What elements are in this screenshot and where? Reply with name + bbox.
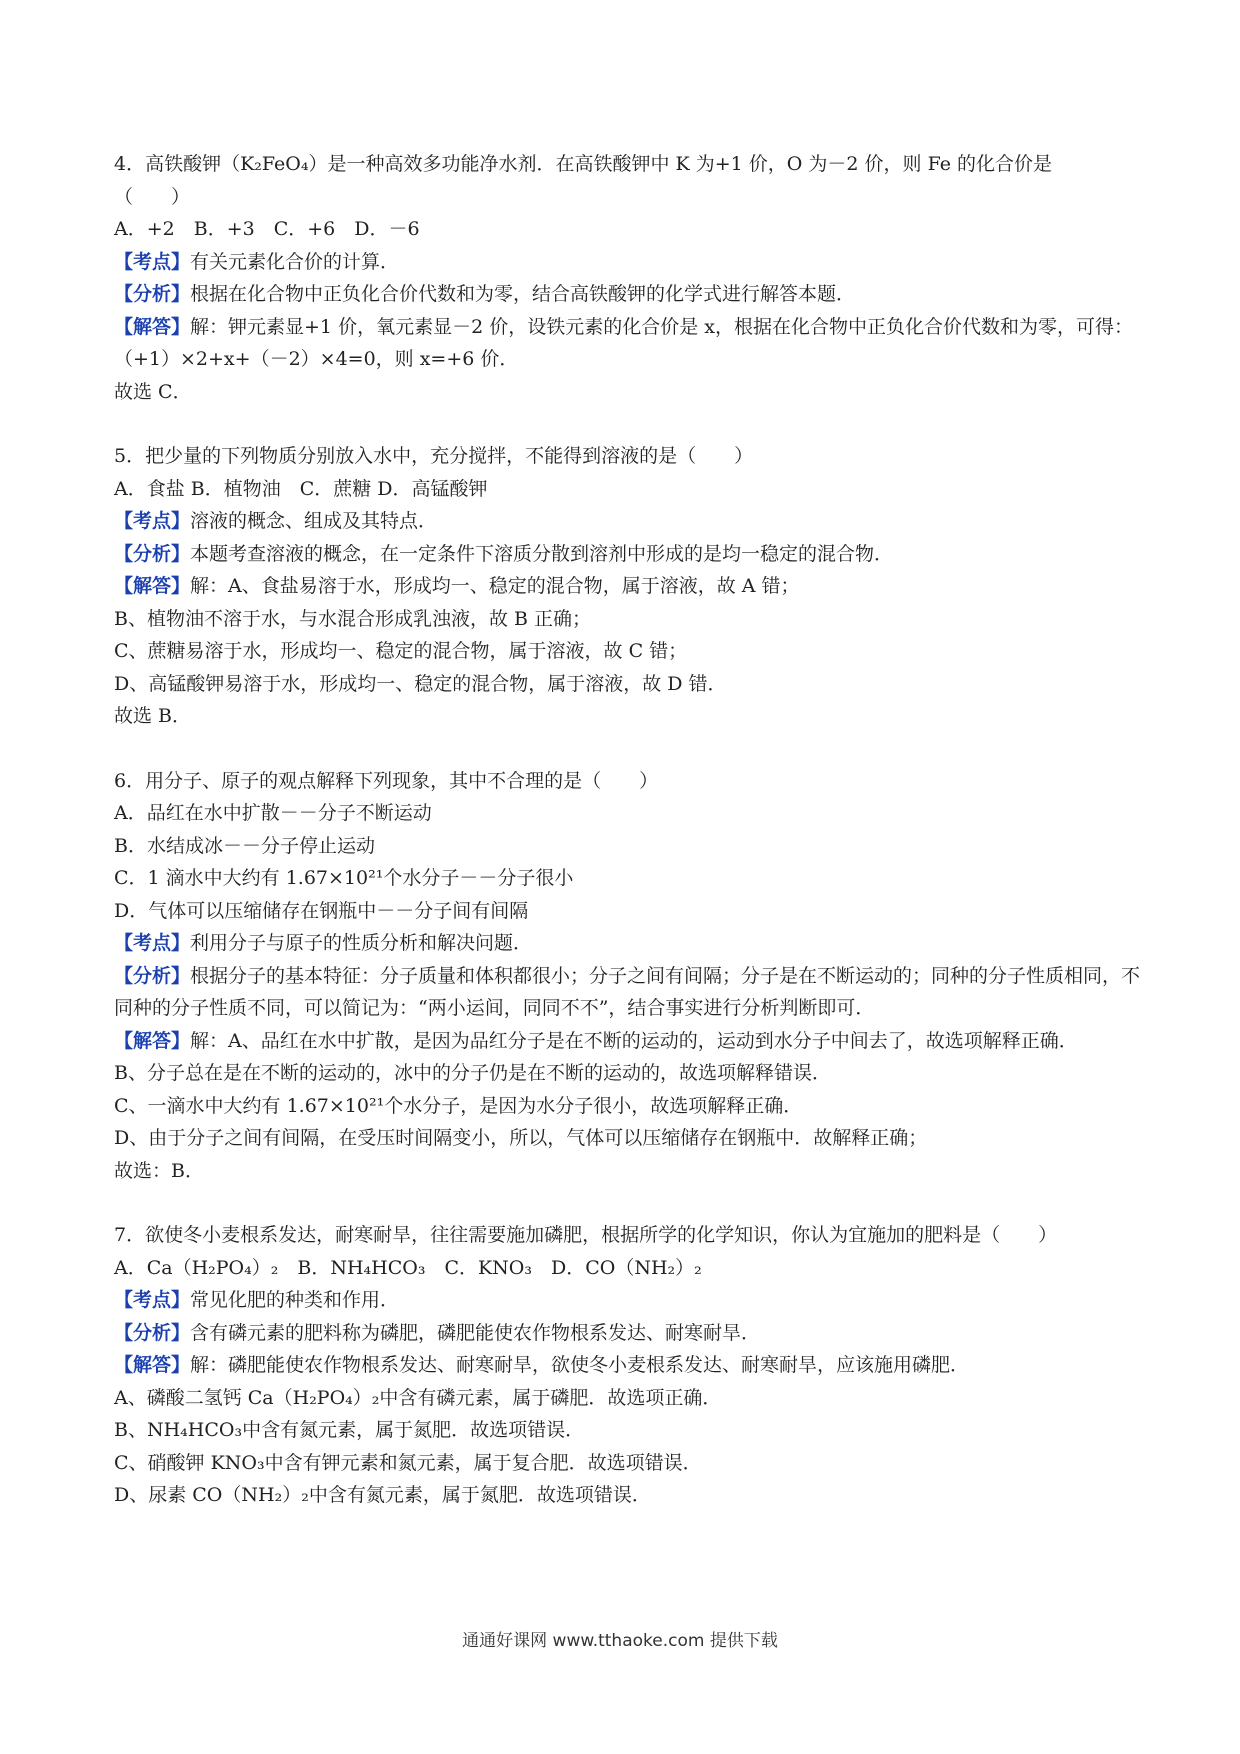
detail-b: B、NH₄HCO₃中含有氮元素，属于氮肥．故选项错误．: [114, 1419, 585, 1441]
question-stem: 6．用分子、原子的观点解释下列现象，其中不合理的是（ ）: [114, 769, 659, 792]
fenxi-text: 根据在化合物中正负化合价代数和为零，结合高铁酸钾的化学式进行解答本题．: [190, 283, 856, 305]
conclusion: 故选：B．: [114, 1159, 204, 1182]
kaodian-tag: 【考点】: [114, 1289, 191, 1311]
kaodian-text: 溶液的概念、组成及其特点．: [190, 510, 438, 532]
detail-d: D、由于分子之间有间隔，在受压时间隔变小，所以，气体可以压缩储存在钢瓶中．故解释正确；: [114, 1127, 928, 1149]
question-6: [114, 765, 1144, 1188]
jieda-text: 解：A、品红在水中扩散，是因为品红分子是在不断的运动的，运动到水分子中间去了，故选项解释正确．: [190, 1029, 1078, 1052]
fenxi-text: 含有磷元素的肥料称为磷肥，磷肥能使农作物根系发达、耐寒耐旱．: [190, 1321, 761, 1344]
question-stem-blank: （ ）: [114, 185, 191, 208]
detail-c: C、蔗糖易溶于水，形成均一、稳定的混合物，属于溶液，故 C 错；: [114, 640, 688, 662]
document-body: [114, 148, 1144, 1512]
jieda-tag: 【解答】: [114, 575, 191, 597]
jieda-tag: 【解答】: [114, 1029, 191, 1052]
jieda-line: [114, 1025, 1144, 1058]
kaodian-line: [114, 927, 1144, 960]
fenxi-tag: 【分析】: [114, 283, 191, 305]
kaodian-tag: 【考点】: [114, 932, 191, 954]
fenxi-text: 本题考查溶液的概念，在一定条件下溶质分散到溶剂中形成的是均一稳定的混合物．: [190, 542, 894, 565]
conclusion: 故选 C．: [114, 380, 192, 403]
detail-c: C、硝酸钾 KNO₃中含有钾元素和氮元素，属于复合肥．故选项错误．: [114, 1451, 702, 1474]
fenxi-text: 根据分子的基本特征：分子质量和体积都很小；分子之间有间隔；分子是在不断运动的；同种的分子性质相同，不同种的分子性质不同，可以简记为：“两小运间，同同不不”，结合事实进行分析判断即可．: [114, 964, 1141, 1019]
fenxi-line: [114, 278, 1144, 311]
kaodian-line: [114, 246, 1144, 279]
kaodian-tag: 【考点】: [114, 250, 191, 273]
fenxi-tag: 【分析】: [114, 964, 191, 987]
question-5: [114, 440, 1144, 733]
jieda-text: 解：磷肥能使农作物根系发达、耐寒耐旱，欲使冬小麦根系发达、耐寒耐旱，应该施用磷肥．: [190, 1354, 970, 1376]
detail-b: B、植物油不溶于水，与水混合形成乳浊液，故 B 正确；: [114, 607, 592, 630]
jieda-line: [114, 311, 1144, 376]
question-stem: 4．高铁酸钾（K₂FeO₄）是一种高效多功能净水剂．在高铁酸钾中 K 为+1 价，O 为－2 价，则 Fe 的化合价是: [114, 153, 1053, 175]
option-c: C．1 滴水中大约有 1.67×10²¹个水分子－－分子很小: [114, 867, 574, 889]
question-stem: 7．欲使冬小麦根系发达，耐寒耐旱，往往需要施加磷肥，根据所学的化学知识，你认为宜施加的肥料是（ ）: [114, 1224, 1058, 1246]
detail-d: D、高锰酸钾易溶于水，形成均一、稳定的混合物，属于溶液，故 D 错．: [114, 672, 727, 695]
detail-d: D、尿素 CO（NH₂）₂中含有氮元素，属于氮肥．故选项错误．: [114, 1484, 651, 1506]
question-stem: 5．把少量的下列物质分别放入水中，充分搅拌，不能得到溶液的是（ ）: [114, 445, 754, 467]
question-4: [114, 148, 1144, 408]
page-footer: 通通好课网 www.tthaoke.com 提供下载: [462, 1631, 778, 1651]
conclusion: 故选 B．: [114, 705, 192, 727]
kaodian-text: 有关元素化合价的计算．: [190, 250, 400, 273]
jieda-tag: 【解答】: [114, 315, 191, 338]
jieda-text: 解：钾元素显+1 价，氧元素显－2 价，设铁元素的化合价是 x，根据在化合物中正负化合价代数和为零，可得：（+1）×2+x+（－2）×4=0，则 x=+6 价．: [114, 315, 1133, 370]
option-b: B．水结成冰－－分子停止运动: [114, 834, 375, 857]
fenxi-tag: 【分析】: [114, 542, 191, 565]
detail-b: B、分子总在是在不断的运动的，冰中的分子仍是在不断的运动的，故选项解释错误．: [114, 1062, 831, 1084]
fenxi-tag: 【分析】: [114, 1321, 191, 1344]
kaodian-line: [114, 1284, 1144, 1317]
question-options: A．食盐 B．植物油 C．蔗糖 D．高锰酸钾: [114, 477, 488, 500]
fenxi-line: [114, 1317, 1144, 1350]
kaodian-text: 利用分子与原子的性质分析和解决问题．: [190, 932, 533, 954]
question-options: A．Ca（H₂PO₄）₂ B．NH₄HCO₃ C．KNO₃ D．CO（NH₂）₂: [114, 1256, 702, 1279]
fenxi-line: [114, 538, 1144, 571]
question-options: A．+2 B．+3 C．+6 D．－6: [114, 218, 420, 240]
jieda-text: 解：A、食盐易溶于水，形成均一、稳定的混合物，属于溶液，故 A 错；: [190, 575, 800, 597]
kaodian-tag: 【考点】: [114, 510, 191, 532]
detail-a: A、磷酸二氢钙 Ca（H₂PO₄）₂中含有磷元素，属于磷肥．故选项正确．: [114, 1386, 722, 1409]
option-a: A．品红在水中扩散－－分子不断运动: [114, 802, 432, 824]
kaodian-text: 常见化肥的种类和作用．: [190, 1289, 400, 1311]
question-7: [114, 1219, 1144, 1512]
kaodian-line: [114, 505, 1144, 538]
option-d: D．气体可以压缩储存在钢瓶中－－分子间有间隔: [114, 899, 529, 922]
detail-c: C、一滴水中大约有 1.67×10²¹个水分子，是因为水分子很小，故选项解释正确．: [114, 1094, 803, 1117]
jieda-line: [114, 570, 1144, 603]
jieda-tag: 【解答】: [114, 1354, 191, 1376]
fenxi-line: [114, 960, 1144, 1025]
jieda-line: [114, 1349, 1144, 1382]
